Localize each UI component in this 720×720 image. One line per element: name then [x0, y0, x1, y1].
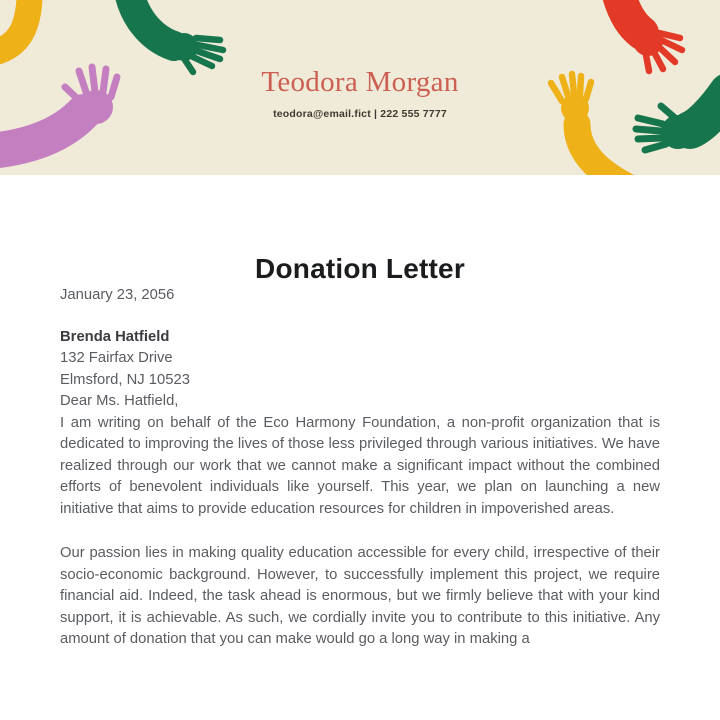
yellow-arc-icon [0, 0, 30, 55]
letter-body [0, 175, 720, 651]
letter-title: Donation Letter [255, 253, 465, 284]
red-hand-top-right-icon [616, 0, 682, 71]
letter-date: January 23, 2056 [60, 287, 175, 303]
recipient-block [60, 327, 660, 392]
salutation: Dear Ms. Hatfield, [60, 393, 179, 409]
paragraph-1: I am writing on behalf of the Eco Harmony Foundation, a non-profit organization that is dedicated to improving the lives of those less privileged through various initiatives. We have realized through our work that we cannot make a significant impact without the combined efforts of benevolent individuals like yourself. This year, we plan on launching a new initiative that aims to provide education resources for children in impoverished areas. [60, 414, 660, 517]
green-hand-right-icon [636, 92, 720, 150]
letterhead [0, 0, 720, 175]
green-hand-top-icon [128, 0, 223, 72]
recipient-address-line1: 132 Fairfax Drive [60, 350, 173, 366]
sender-contact-line: teodora@email.fict | 222 555 7777 [273, 108, 447, 120]
recipient-address-line2: Elmsford, NJ 10523 [60, 371, 190, 388]
sender-name: Teodora Morgan [261, 66, 459, 98]
paragraph-2: Our passion lies in making quality education accessible for every child, irrespective of their socio-economic background. However, to successfully implement this project, we require financial aid. Indeed, the task ahead is enormous, but we firmly believe that with your kind support, it is achievable. As such, we cordially invite you to contribute to this initiative. Any amount of donation that you can make would go a long way in making a [60, 545, 660, 647]
recipient-name: Brenda Hatfield [60, 328, 170, 345]
